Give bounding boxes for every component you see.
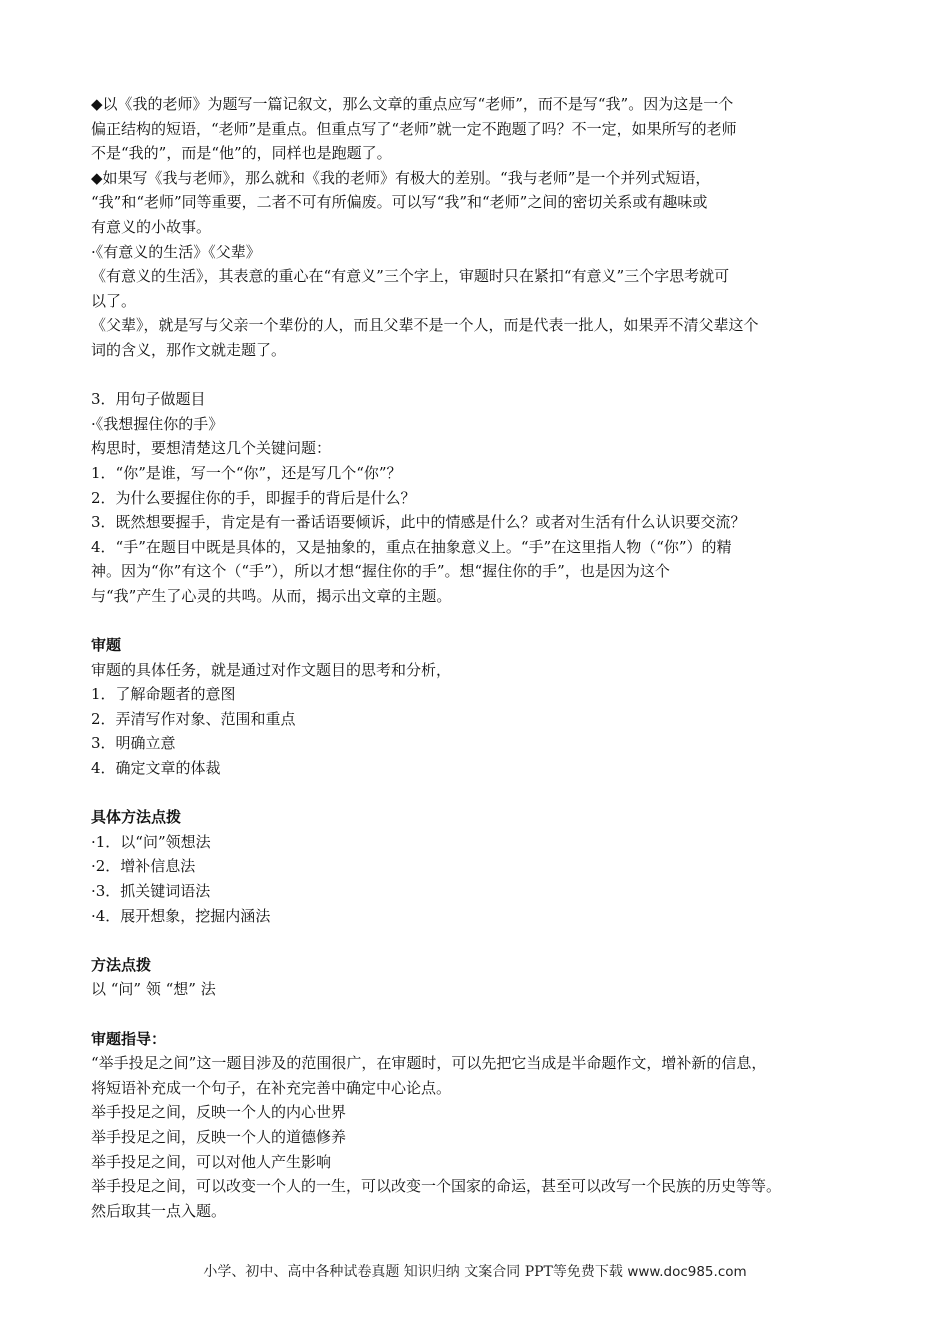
text-line: 4．“手”在题目中既是具体的，又是抽象的，重点在抽象意义上。“手”在这里指人物（“你”）的精 [91,537,732,556]
shenti-section [91,633,861,781]
text-line: 《父辈》，就是写与父亲一个辈份的人，而且父辈不是一个人，而是代表一批人，如果弄不清父辈这个 [91,316,759,335]
text-line: 以 “问” 领 “想” 法 [91,980,216,999]
document-body [91,92,861,1223]
text-line: 偏正结构的短语，“老师”是重点。但重点写了“老师”就一定不跑题了吗？不一定，如果所写的老师 [91,119,737,138]
text-line: 举手投足之间，可以改变一个人的一生，可以改变一个国家的命运，甚至可以改写一个民族的历史等等。 [91,1177,782,1196]
paragraph-gap [91,781,861,806]
text-line: 神。因为“你”有这个（“手”），所以才想“握住你的手”。想“握住你的手”，也是因为这个 [91,562,670,581]
text-line: 与“我”产生了心灵的共鸣。从而，揭示出文章的主题。 [91,586,452,605]
section-heading: 审题 [91,636,122,655]
text-line: 然后取其一点入题。 [91,1201,227,1220]
text-line: 举手投足之间，可以对他人产生影响 [91,1152,332,1171]
paragraph-gap [91,928,861,953]
text-line: 3．明确立意 [91,734,176,753]
paragraph-gap [91,608,861,633]
text-line: “举手投足之间”这一题目涉及的范围很广，在审题时，可以先把它当成是半命题作文，增补新的信息， [91,1054,767,1073]
guidance-section [91,1027,861,1224]
paragraph-gap [91,363,861,388]
text-line: 构思时，要想清楚这几个关键问题： [91,439,332,458]
methods-section [91,805,861,928]
text-line: 2．为什么要握住你的手，即握手的背后是什么？ [91,488,416,507]
text-line: ·3．抓关键词语法 [91,882,211,900]
section-heading: 具体方法点拨 [91,808,182,827]
text-line: ◆以《我的老师》为题写一篇记叙文，那么文章的重点应写“老师”，而不是写“我”。因为这是一个 [91,95,734,113]
text-line: “我”和“老师”同等重要，二者不可有所偏废。可以写“我”和“老师”之间的密切关系或有趣味或 [91,193,708,212]
text-line: 举手投足之间，反映一个人的内心世界 [91,1103,347,1122]
text-line: ·1．以“问”领想法 [91,832,211,851]
intro-section [91,92,861,363]
text-line: 以了。 [91,291,137,310]
text-line: 将短语补充成一个句子，在补充完善中确定中心论点。 [91,1078,452,1097]
text-line: ◆如果写《我与老师》，那么就和《我的老师》有极大的差别。“我与老师”是一个并列式短语， [91,168,711,187]
text-line: 1．了解命题者的意图 [91,685,236,704]
text-line: 4．确定文章的体裁 [91,759,221,778]
text-line: ·《我想握住你的手》 [91,414,224,433]
method-tip-section [91,953,861,1002]
text-line: 1．“你”是谁，写一个“你”，还是写几个“你”？ [91,463,402,482]
footer-text: 小学、初中、高中各种试卷真题 知识归纳 文案合同 PPT等免费下载 [203,1264,623,1280]
page-footer [0,1261,950,1281]
paragraph-gap [91,1002,861,1027]
section-heading: 方法点拨 [91,955,152,974]
text-line: ·2．增补信息法 [91,857,196,876]
text-line: 有意义的小故事。 [91,217,212,236]
sentence-title-section [91,387,861,608]
text-line: 《有意义的生活》，其表意的重心在“有意义”三个字上，审题时只在紧扣“有意义”三个字思考就可 [91,267,730,286]
section-heading: 审题指导： [91,1029,167,1048]
footer-link[interactable]: www.doc985.com [627,1264,747,1280]
text-line: ·《有意义的生活》《父辈》 [91,242,261,261]
text-line: 2．弄清写作对象、范围和重点 [91,709,296,728]
text-line: 词的含义，那作文就走题了。 [91,340,287,359]
text-line: 3．既然想要握手，肯定是有一番话语要倾诉，此中的情感是什么？或者对生活有什么认识要交流？ [91,513,746,532]
text-line: ·4．展开想象，挖掘内涵法 [91,906,271,925]
text-line: 举手投足之间，反映一个人的道德修养 [91,1127,347,1146]
text-line: 不是“我的”，而是“他”的，同样也是跑题了。 [91,144,392,163]
text-line: 审题的具体任务，就是通过对作文题目的思考和分析， [91,660,452,679]
text-line: 3．用句子做题目 [91,390,206,409]
